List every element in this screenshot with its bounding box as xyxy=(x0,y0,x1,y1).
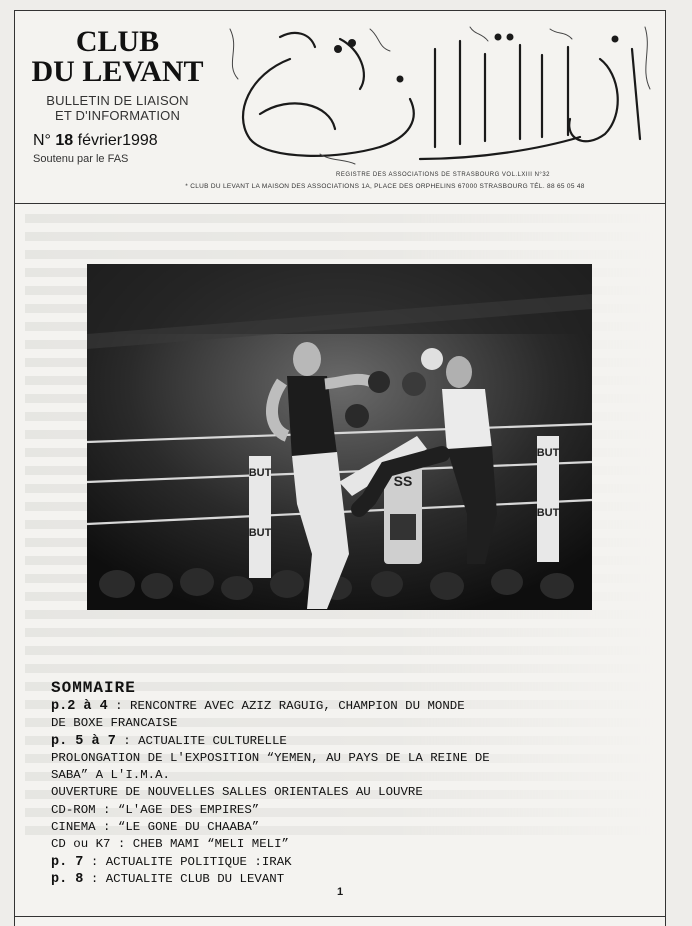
club-title-line1: CLUB xyxy=(75,25,160,58)
toc-item: p. 5 à 7 : ACTUALITE CULTURELLE xyxy=(51,733,287,749)
toc-item: CD-ROM : “L'AGE DES EMPIRES” xyxy=(51,802,260,817)
svg-text:BUT: BUT xyxy=(536,447,560,459)
bulletin-subtitle-line2: ET D'INFORMATION xyxy=(54,108,181,123)
svg-text:SS: SS xyxy=(393,473,413,489)
svg-text:BUT: BUT xyxy=(536,507,560,519)
toc-item: p.2 à 4 : RENCONTRE AVEC AZIZ RAGUIG, CHAMPION DU MONDE xyxy=(51,699,465,714)
page-number: 1 xyxy=(336,886,344,898)
ring-banner-left xyxy=(249,456,272,578)
address-line: * CLUB DU LEVANT LA MAISON DES ASSOCIATIONS 1A, PLACE DES ORPHELINS 67000 STRASBOURG TÉL. 88 65 05 48 xyxy=(185,183,585,190)
svg-text:BUT: BUT xyxy=(248,467,272,479)
toc-item: CINEMA : “LE GONE DU CHAABA” xyxy=(51,820,260,835)
arabic-calligraphy-logo xyxy=(220,19,660,169)
toc-item: DE BOXE FRANCAISE xyxy=(51,716,178,731)
toc-item: p. 8 : ACTUALITE CLUB DU LEVANT xyxy=(51,871,285,887)
club-title-line2: DU LEVANT xyxy=(31,55,204,88)
toc-item: SABA” A L'I.M.A. xyxy=(51,768,170,783)
issue-prefix: N° xyxy=(33,132,56,149)
toc-item: PROLONGATION DE L'EXPOSITION “YEMEN, AU PAYS DE LA REINE DE xyxy=(51,750,490,765)
sommaire-heading: SOMMAIRE xyxy=(51,679,136,697)
issue-number: 18 xyxy=(55,132,74,149)
ring-banner-right xyxy=(537,436,560,562)
issue-line xyxy=(33,132,158,150)
bulletin-subtitle-line1: BULLETIN DE LIAISON xyxy=(46,93,189,108)
bottom-rule xyxy=(15,916,665,917)
registry-line: REGISTRE DES ASSOCIATIONS DE STRASBOURG VOL.LXIII N°32 xyxy=(335,172,550,178)
toc-item: OUVERTURE DE NOUVELLES SALLES ORIENTALES AU LOUVRE xyxy=(51,785,423,800)
support-note: Soutenu par le FAS xyxy=(33,153,129,165)
table-of-contents xyxy=(51,678,661,888)
toc-item: CD ou K7 : CHEB MAMI “MELI MELI” xyxy=(51,837,289,852)
masthead xyxy=(15,10,665,204)
arabic-logo-text: نادي المشرق xyxy=(434,113,446,115)
issue-date: février1998 xyxy=(73,132,158,149)
svg-text:BUT: BUT xyxy=(248,527,272,539)
newsletter-page xyxy=(14,10,666,926)
kickboxing-photo xyxy=(87,264,592,610)
toc-item: p. 7 : ACTUALITE POLITIQUE :IRAK xyxy=(51,854,292,870)
photo-illustration xyxy=(87,264,592,610)
